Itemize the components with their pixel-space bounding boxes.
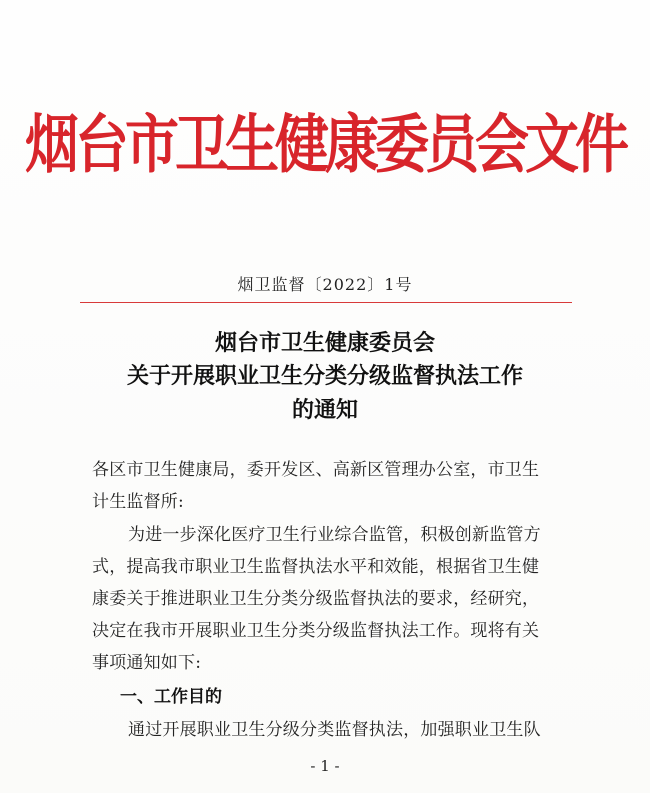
- paragraph-1-line-5: 事项通知如下:: [92, 653, 202, 673]
- page-number: - 1 -: [310, 757, 340, 775]
- section-1-line-1: 通过开展职业卫生分级分类监督执法，加强职业卫生队: [128, 720, 541, 740]
- notice-title-line-2: 关于开展职业卫生分类分级监督执法工作: [126, 363, 523, 389]
- salutation-line-1: 各区市卫生健康局，委开发区、高新区管理办公室，市卫生: [92, 460, 540, 480]
- document-number: 烟卫监督〔2022〕1号: [237, 275, 413, 294]
- section-1-heading: 一、工作目的: [120, 687, 222, 707]
- masthead-title: 烟台市卫生健康委员会文件: [25, 106, 625, 182]
- paragraph-1-line-3: 康委关于推进职业卫生分类分级监督执法的要求，经研究，: [92, 589, 540, 609]
- notice-title-line-3: 的通知: [291, 397, 358, 423]
- paragraph-1-line-4: 决定在我市开展职业卫生分类分级监督执法工作。现将有关: [92, 621, 540, 641]
- salutation-line-2: 计生监督所:: [92, 492, 184, 512]
- paragraph-1-line-2: 式，提高我市职业卫生监督执法水平和效能，根据省卫生健: [92, 557, 540, 577]
- paragraph-1-line-1: 为进一步深化医疗卫生行业综合监管，积极创新监管方: [128, 525, 541, 545]
- red-divider-line: [80, 302, 572, 303]
- notice-title-line-1: 烟台市卫生健康委员会: [214, 330, 435, 356]
